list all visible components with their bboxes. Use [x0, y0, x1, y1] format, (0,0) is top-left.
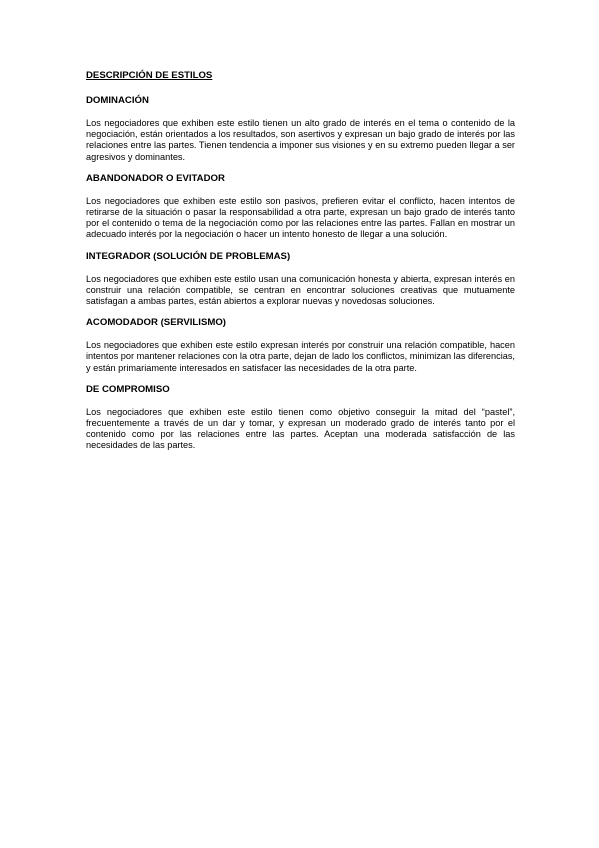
section-abandonador — [86, 173, 515, 241]
section-body: Los negociadores que exhiben este estilo tienen un alto grado de interés en el tema o contenido de la negociación, están orientados a los resultados, son asertivos y expresan un bajo grado de interés por las relaciones entre las partes. Tienen tendencia a imponer sus visiones y en su extremo pueden llegar a ser agresivos y dominantes. — [86, 118, 515, 162]
section-body: Los negociadores que exhiben este estilo usan una comunicación honesta y abierta, expresan interés en construir una relación compatible, se centran en encontrar soluciones creativas que mutuamente satisfagan a ambas partes, están abiertos a explorar nuevas y novedosas soluciones. — [86, 273, 515, 307]
section-body: Los negociadores que exhiben este estilo expresan interés por construir una relación compatible, hacen intentos por mantener relaciones con la otra parte, dejan de lado los conflictos, minimizan las diferencias, y están primariamente interesados en satisfacer las necesidades de la otra parte. — [86, 340, 515, 373]
section-body: Los negociadores que exhiben este estilo tienen como objetivo conseguir la mitad del “pastel”, frecuentemente a través de un dar y tomar, y expresan un moderado grado de interés tanto por el contenido como por las relaciones entre las partes. Aceptan una moderada satisfacción de las necesidades de las partes. — [86, 406, 515, 451]
section-acomodador — [86, 317, 515, 374]
section-heading: ACOMODADOR (SERVILISMO) — [86, 317, 226, 329]
section-body: Los negociadores que exhiben este estilo son pasivos, prefieren evitar el conflicto, hacen intentos de retirarse de la situación o pasar la responsabilidad a otra parte, expresan un bajo grado de interés tanto por el contenido o tema de la negociación como por las relaciones entre las partes. Fallan en mostrar un adecuado interés por la negociación o hacer un intento honesto de llegar a una solución. — [86, 195, 515, 240]
section-heading: DOMINACIÓN — [86, 95, 149, 106]
section-heading: ABANDONADOR O EVITADOR — [86, 172, 225, 184]
section-heading: DE COMPROMISO — [86, 383, 170, 395]
section-integrador — [86, 251, 515, 308]
section-compromiso — [86, 384, 515, 452]
document-title: DESCRIPCIÓN DE ESTILOS — [86, 70, 213, 81]
section-dominacion — [86, 95, 515, 163]
section-heading: INTEGRADOR (SOLUCIÓN DE PROBLEMAS) — [86, 250, 291, 262]
document-page — [86, 70, 515, 462]
